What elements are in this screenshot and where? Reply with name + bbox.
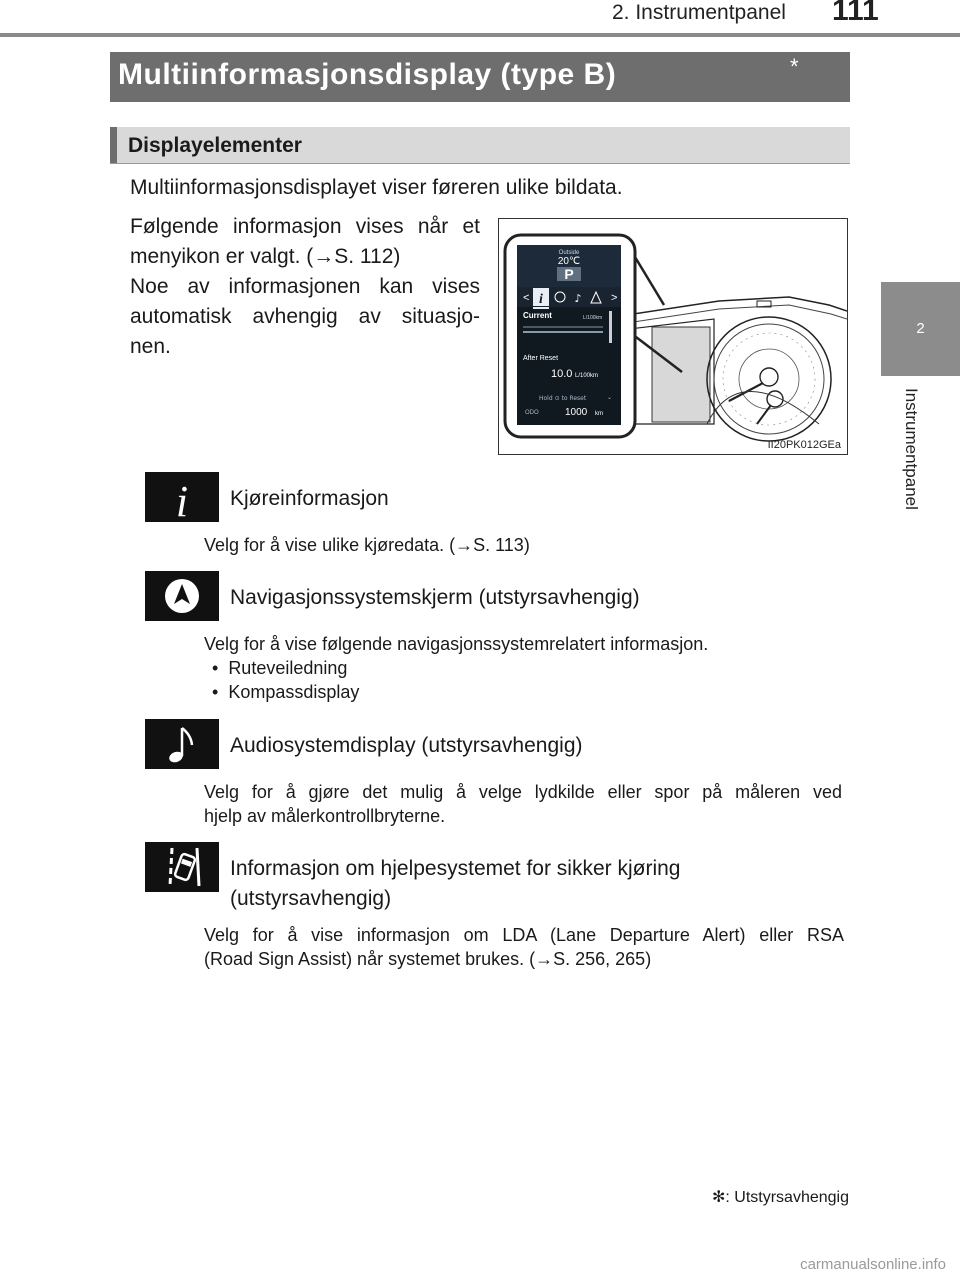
- instrument-cluster-illustration: [499, 219, 847, 454]
- intro-line: Noe av informasjonen kan vises: [130, 275, 480, 298]
- screen-current-label: Current: [523, 311, 552, 320]
- item-title-line: Informasjon om hjelpesystemet for sikker kjøring: [230, 857, 681, 880]
- item-title: Audiosystemdisplay (utstyrsavhengig): [230, 734, 583, 757]
- item-description: Velg for å vise ulike kjøredata. (→S. 113): [204, 535, 530, 555]
- item-description-line: (Road Sign Assist) når systemet brukes. (→S. 256, 265): [204, 949, 652, 969]
- list-item-text: Kompassdisplay: [228, 682, 360, 702]
- chapter-tab-label: [895, 388, 925, 538]
- watermark: carmanualsonline.info: [800, 1256, 946, 1273]
- chapter-header: 2. Instrumentpanel: [612, 1, 786, 24]
- navigation-icon: [145, 571, 219, 621]
- list-item: • Ruteveiledning: [212, 658, 348, 678]
- screen-gear: P: [564, 266, 574, 282]
- screen-after-reset-label: After Reset: [523, 355, 559, 362]
- screen-odo-label: ODO: [525, 410, 539, 416]
- intro-line: menyikon er valgt. (→S. 112): [130, 245, 401, 268]
- list-item-text: Ruteveiledning: [228, 658, 348, 678]
- intro-paragraph: Multiinformasjonsdisplayet viser føreren ulike bildata.: [130, 176, 623, 199]
- screen-odo-value: 1000: [565, 407, 588, 418]
- driving-support-icon: [145, 842, 219, 892]
- footnote: ✻: Utstyrsavhengig: [711, 1189, 849, 1206]
- item-description-line: Velg for å vise informasjon om LDA (Lane Departure Alert) eller RSA: [204, 925, 844, 945]
- intro-line: nen.: [130, 335, 171, 358]
- item-title: [230, 854, 681, 914]
- figure-caption: II20PK012GEa: [767, 439, 841, 451]
- intro-line: automatisk avhengig av situasjo-: [130, 305, 480, 328]
- item-title: Kjøreinformasjon: [230, 487, 389, 510]
- chapter-tab-number: 2: [916, 320, 925, 337]
- subheading-rule: [110, 163, 850, 164]
- list-item: • Kompassdisplay: [212, 682, 360, 702]
- page-number: 111: [832, 0, 879, 27]
- info-icon: [145, 472, 219, 522]
- screen-outside-label: Outside: [558, 250, 580, 256]
- svg-text:⌄: ⌄: [607, 395, 613, 401]
- item-description: [204, 923, 844, 971]
- header-rule: [0, 33, 960, 37]
- item-title: Navigasjonssystemskjerm (utstyrsavhengig): [230, 586, 640, 609]
- intro-detail: [130, 212, 480, 362]
- chapter-tab: [881, 282, 960, 376]
- svg-text:<: <: [523, 292, 530, 304]
- subheading: Displayelementer: [128, 134, 302, 157]
- item-description: Velg for å vise følgende navigasjonssystemrelatert informasjon.: [204, 634, 709, 654]
- section-title-mark: *: [790, 54, 799, 79]
- section-title-bar: [110, 52, 850, 102]
- intro-line: Følgende informasjon vises når et: [130, 215, 480, 238]
- item-description-line: Velg for å gjøre det mulig å velge lydkilde eller spor på måleren ved: [204, 782, 842, 802]
- chapter-tab-label-text: Instrumentpanel: [902, 388, 921, 510]
- subheading-bar: [110, 127, 850, 163]
- instrument-cluster-figure: [498, 218, 848, 455]
- screen-odo-unit: km: [595, 411, 603, 417]
- music-note-icon: [145, 719, 219, 769]
- section-title: Multiinformasjonsdisplay (type B): [118, 58, 617, 91]
- svg-text:i: i: [539, 292, 543, 307]
- svg-text:>: >: [611, 292, 618, 304]
- screen-after-reset-value: 10.0: [551, 368, 573, 380]
- svg-text:i: i: [175, 477, 189, 522]
- screen-hold-text: Hold ⊙ to Reset: [539, 395, 587, 402]
- screen-outside-temp: 20℃: [557, 256, 581, 267]
- item-description: [204, 780, 842, 828]
- subheading-accent: [110, 127, 117, 163]
- screen-after-reset-unit: L/100km: [575, 373, 599, 379]
- item-description-line: hjelp av målerkontrollbryterne.: [204, 806, 446, 826]
- svg-text:♪: ♪: [574, 292, 582, 305]
- screen-current-unit: L/100km: [583, 315, 603, 321]
- item-title-line: (utstyrsavhengig): [230, 887, 392, 910]
